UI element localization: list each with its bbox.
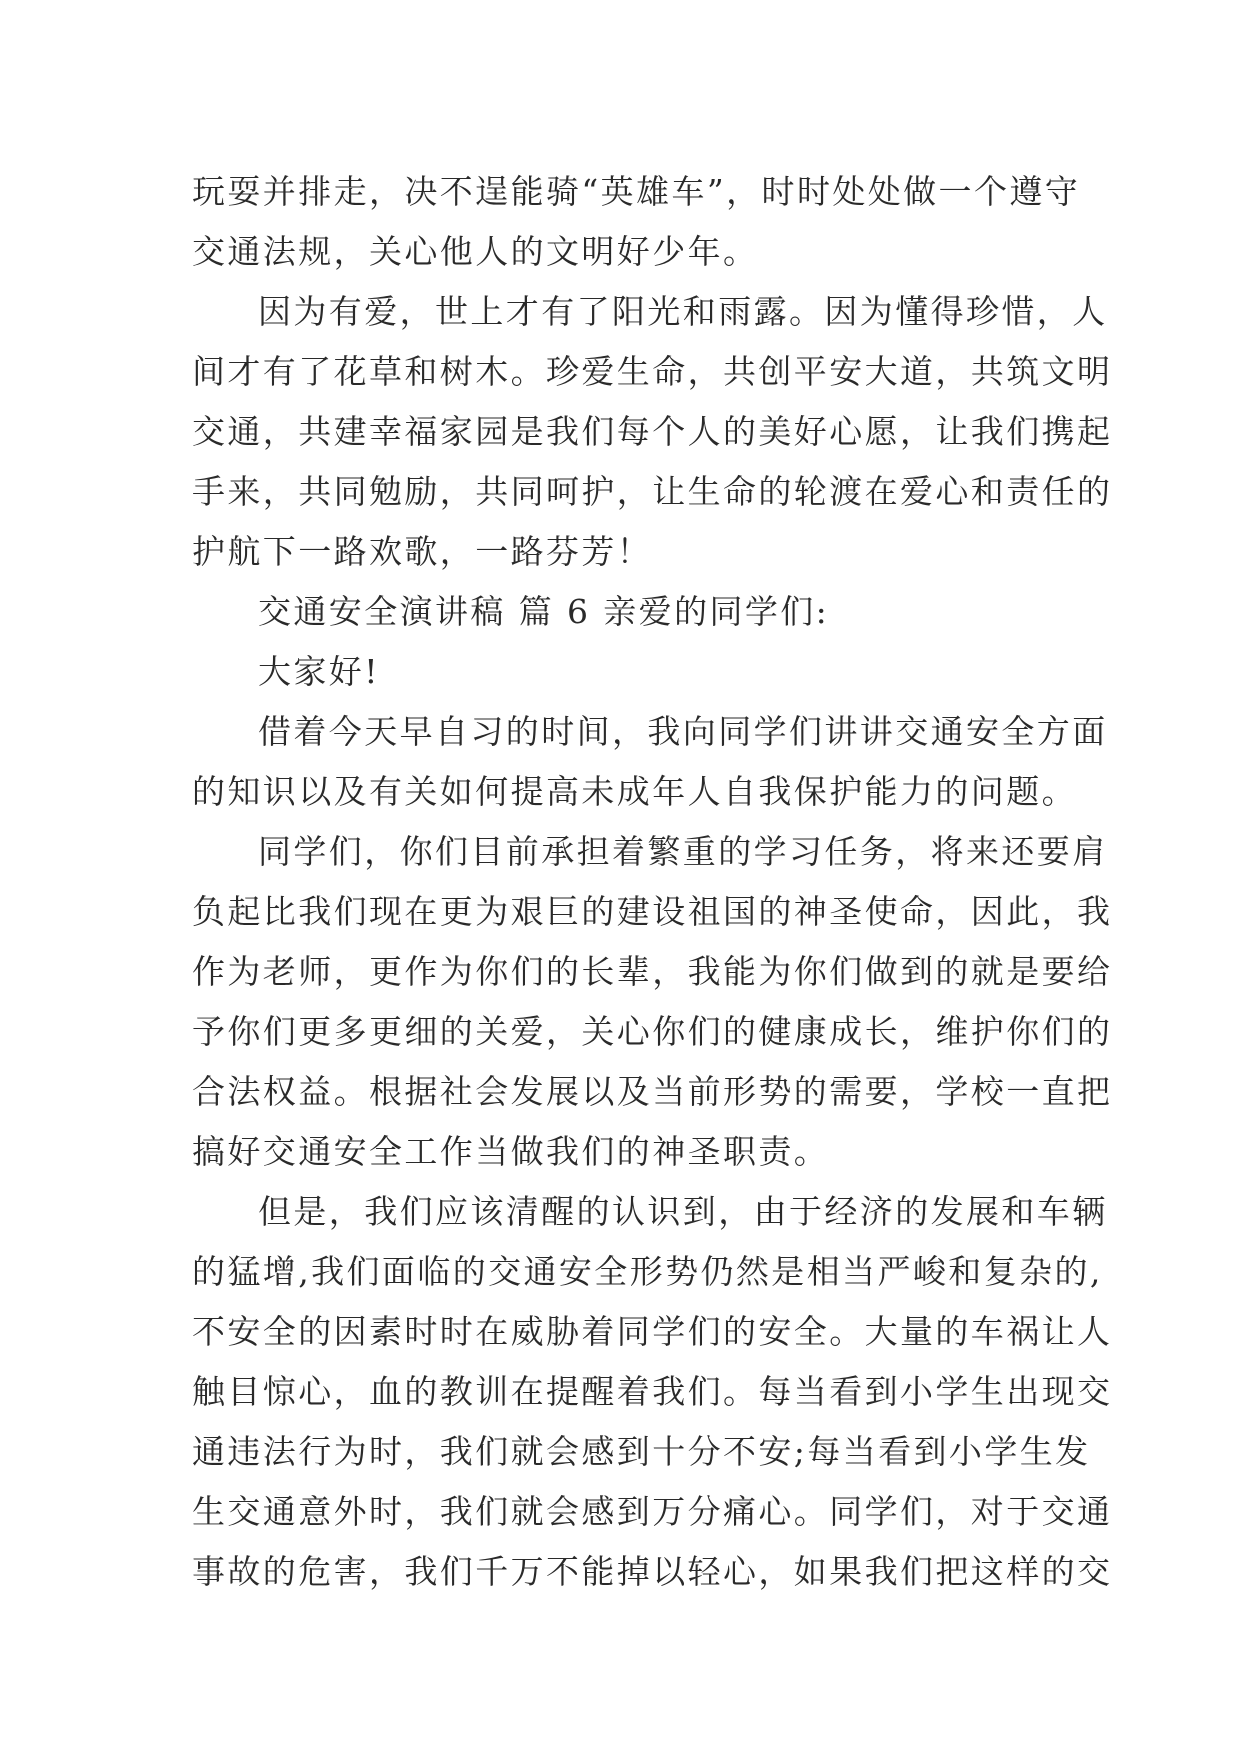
- text-line: 交通法规，关心他人的文明好少年。: [192, 232, 759, 271]
- text-line: 予你们更多更细的关爱，关心你们的健康成长，维护你们的: [192, 1012, 1113, 1051]
- text-line: 间才有了花草和树木。珍爱生命，共创平安大道，共筑文明: [192, 352, 1113, 391]
- paragraph-2: [192, 282, 1113, 582]
- text-line: 大家好!: [258, 652, 380, 691]
- text-line: 事故的危害，我们千万不能掉以轻心，如果我们把这样的交: [192, 1552, 1113, 1591]
- text-line: 生交通意外时，我们就会感到万分痛心。同学们，对于交通: [192, 1492, 1113, 1531]
- paragraph-1: [192, 162, 1081, 282]
- section-heading: [192, 582, 1054, 642]
- text-line: 交通安全演讲稿 篇 6 亲爱的同学们:: [258, 592, 830, 631]
- text-line: 手来，共同勉励，共同呵护，让生命的轮渡在爱心和责任的: [192, 472, 1113, 511]
- text-line: 的知识以及有关如何提高未成年人自我保护能力的问题。: [192, 772, 1077, 811]
- greeting: [192, 642, 1054, 702]
- text-line: 护航下一路欢歌，一路芬芳！: [192, 532, 653, 571]
- text-line: 通违法行为时，我们就会感到十分不安;每当看到小学生发: [192, 1432, 1091, 1471]
- text-line: 合法权益。根据社会发展以及当前形势的需要，学校一直把: [192, 1072, 1113, 1111]
- text-line: 同学们，你们目前承担着繁重的学习任务，将来还要肩: [258, 832, 1108, 871]
- text-line: 借着今天早自习的时间，我向同学们讲讲交通安全方面: [258, 712, 1108, 751]
- document-page: [192, 162, 1113, 1602]
- text-line: 因为有爱，世上才有了阳光和雨露。因为懂得珍惜，人: [258, 292, 1108, 331]
- paragraph-3: [192, 702, 1108, 822]
- text-line: 作为老师，更作为你们的长辈，我能为你们做到的就是要给: [192, 952, 1113, 991]
- text-line: 触目惊心，血的教训在提醒着我们。每当看到小学生出现交: [192, 1372, 1113, 1411]
- text-line: 交通，共建幸福家园是我们每个人的美好心愿，让我们携起: [192, 412, 1113, 451]
- text-line: 不安全的因素时时在威胁着同学们的安全。大量的车祸让人: [192, 1312, 1113, 1351]
- paragraph-4: [192, 822, 1113, 1182]
- text-line: 搞好交通安全工作当做我们的神圣职责。: [192, 1132, 830, 1171]
- text-line: 的猛增,我们面临的交通安全形势仍然是相当严峻和复杂的,: [192, 1252, 1103, 1291]
- text-line: 但是，我们应该清醒的认识到，由于经济的发展和车辆: [258, 1192, 1108, 1231]
- text-line: 玩耍并排走，决不逞能骑“英雄车”，时时处处做一个遵守: [192, 172, 1081, 211]
- paragraph-5: [192, 1182, 1113, 1602]
- text-line: 负起比我们现在更为艰巨的建设祖国的神圣使命，因此，我: [192, 892, 1113, 931]
